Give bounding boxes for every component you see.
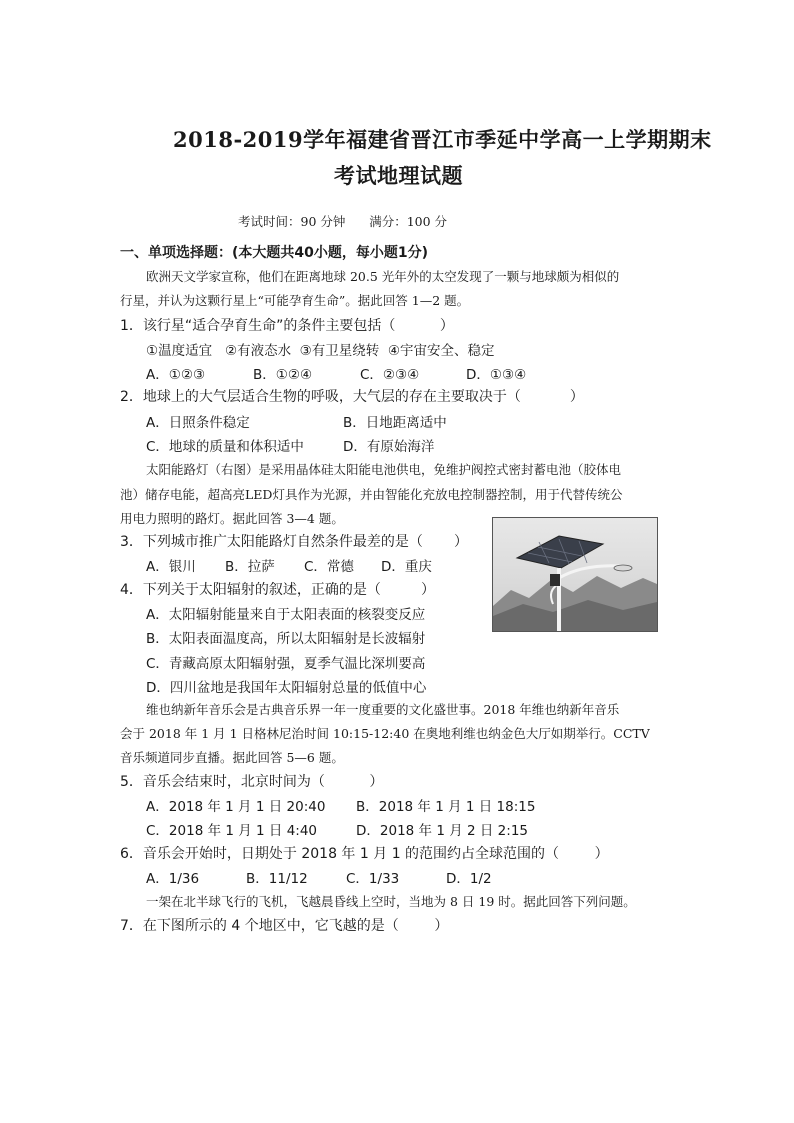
question-3-option-b: B．拉萨 [225, 559, 275, 575]
question-6-option-b: B．11/12 [246, 871, 308, 887]
solar-street-light-photo [492, 517, 658, 632]
question-4-option-d: D．四川盆地是我国年太阳辐射总量的低值中心 [146, 680, 427, 696]
question-3-option-a: A．银川 [146, 559, 196, 575]
question-3-option-c: C．常德 [304, 559, 354, 575]
question-5-stem: 5．音乐会结束时，北京时间为（ ） [120, 774, 384, 790]
question-4-stem: 4．下列关于太阳辐射的叙述，正确的是（ ） [120, 582, 435, 598]
question-3-stem: 3．下列城市推广太阳能路灯自然条件最差的是（ ） [120, 534, 469, 550]
exam-info: 考试时间：90 分钟 满分：100 分 [238, 214, 448, 229]
question-6-option-a: A．1/36 [146, 871, 200, 887]
question-6-stem: 6．音乐会开始时，日期处于 2018 年 1 月 1 的范围约占全球范围的（ ） [120, 846, 609, 862]
passage-1-line-2: 行星，并认为这颗行星上“可能孕育生命”。据此回答 1—2 题。 [120, 293, 470, 308]
question-7-stem: 7．在下图所示的 4 个地区中，它飞越的是（ ） [120, 918, 449, 934]
question-5-option-c: C．2018 年 1 月 1 日 4:40 [146, 823, 318, 839]
question-1-option-d: D．①③④ [466, 367, 527, 383]
question-5-option-d: D．2018 年 1 月 2 日 2:15 [356, 823, 528, 839]
passage-3-line-1: 维也纳新年音乐会是古典音乐界一年一度重要的文化盛世事。2018 年维也纳新年音乐 [146, 702, 620, 717]
question-2-stem: 2．地球上的大气层适合生物的呼吸，大气层的存在主要取决于（ ） [120, 389, 584, 405]
question-3-option-d: D．重庆 [381, 559, 432, 575]
solar-street-light-illustration [493, 518, 657, 631]
question-5-option-a: A．2018 年 1 月 1 日 20:40 [146, 799, 326, 815]
document-title-line2: 考试地理试题 [334, 163, 463, 188]
question-1-option-b: B．①②④ [253, 367, 313, 383]
passage-2-line-1: 太阳能路灯（右图）是采用晶体硅太阳能电池供电，免维护阀控式密封蓄电池（胶体电 [146, 462, 622, 477]
question-1-stem: 1．该行星“适合孕育生命”的条件主要包括（ ） [120, 318, 454, 334]
question-2-option-d: D．有原始海洋 [343, 439, 435, 455]
question-5-option-b: B．2018 年 1 月 1 日 18:15 [356, 799, 536, 815]
question-1-option-a: A．①②③ [146, 367, 206, 383]
question-2-option-a: A．日照条件稳定 [146, 415, 250, 431]
question-6-option-d: D．1/2 [446, 871, 492, 887]
question-4-option-a: A．太阳辐射能量来自于太阳表面的核裂变反应 [146, 607, 426, 623]
passage-4-line-1: 一架在北半球飞行的飞机，飞越晨昏线上空时，当地为 8 日 19 时。据此回答下列问题。 [146, 894, 636, 909]
passage-1-line-1: 欧洲天文学家宣称，他们在距离地球 20.5 光年外的太空发现了一颗与地球颇为相似的 [146, 269, 620, 284]
passage-3-line-3: 音乐频道同步直播。据此回答 5—6 题。 [120, 750, 344, 765]
document-title-line1: 2018-2019学年福建省晋江市季延中学高一上学期期末 [173, 127, 712, 152]
question-2-option-b: B．日地距离适中 [343, 415, 447, 431]
passage-2-line-3: 用电力照明的路灯。据此回答 3—4 题。 [120, 511, 344, 526]
section-heading: 一、单项选择题：(本大题共40小题，每小题1分) [120, 245, 429, 261]
question-6-option-c: C．1/33 [346, 871, 400, 887]
passage-3-line-2: 会于 2018 年 1 月 1 日格林尼治时间 10:15-12:40 在奥地利维也纳金色大厅如期举行。CCTV [120, 726, 650, 741]
question-2-option-c: C．地球的质量和体积适中 [146, 439, 304, 455]
question-4-option-c: C．青藏高原太阳辐射强，夏季气温比深圳要高 [146, 656, 426, 672]
question-1-items: ①温度适宜 ②有液态水 ③有卫星绕转 ④宇宙安全、稳定 [146, 343, 495, 359]
passage-2-line-2: 池）储存电能，超高亮LED灯具作为光源，并由智能化充放电控制器控制，用于代替传统公 [120, 487, 623, 502]
question-4-option-b: B．太阳表面温度高，所以太阳辐射是长波辐射 [146, 631, 426, 647]
question-1-option-c: C．②③④ [360, 367, 420, 383]
